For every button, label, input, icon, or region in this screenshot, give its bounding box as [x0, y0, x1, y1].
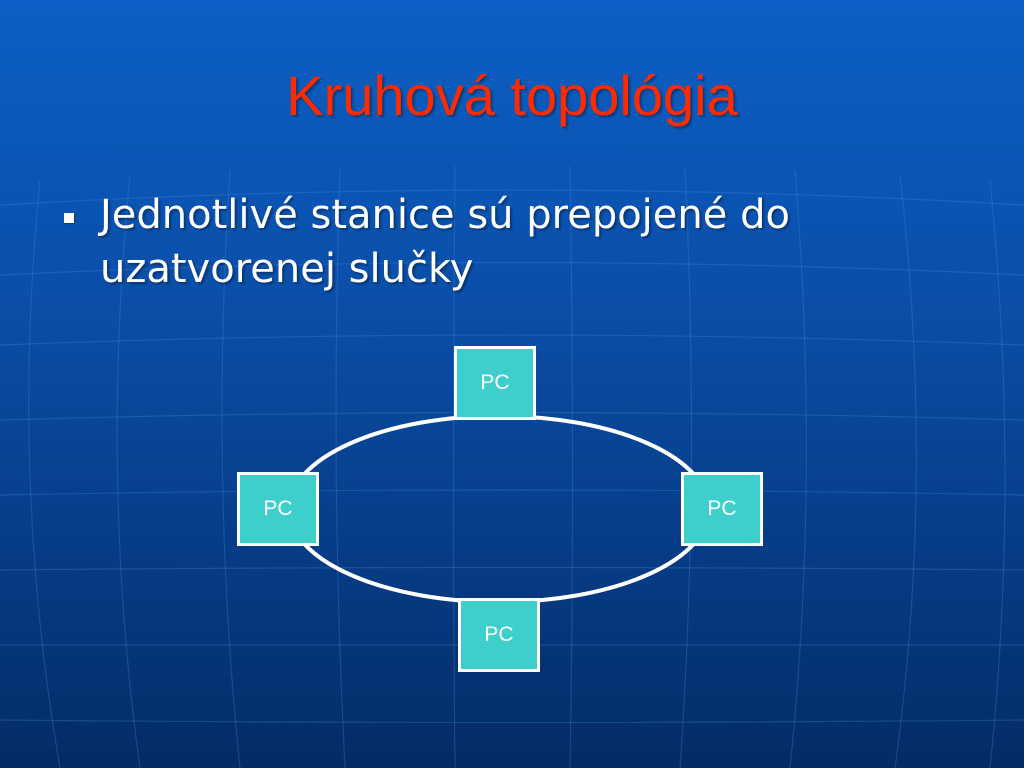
pc-node-left — [237, 472, 319, 546]
pc-node-label: PC — [707, 497, 737, 520]
pc-node-bottom — [458, 598, 540, 672]
bullet-text: Jednotlivé stanice sú prepojené do uzatvorenej slučky — [100, 192, 790, 292]
pc-node-label: PC — [263, 497, 293, 520]
ring-ellipse — [289, 416, 709, 602]
pc-node-top — [454, 346, 536, 420]
pc-node-label: PC — [480, 371, 510, 394]
slide-title: Kruhová topológia — [286, 64, 738, 127]
pc-node-label: PC — [484, 623, 514, 646]
pc-node-right — [681, 472, 763, 546]
